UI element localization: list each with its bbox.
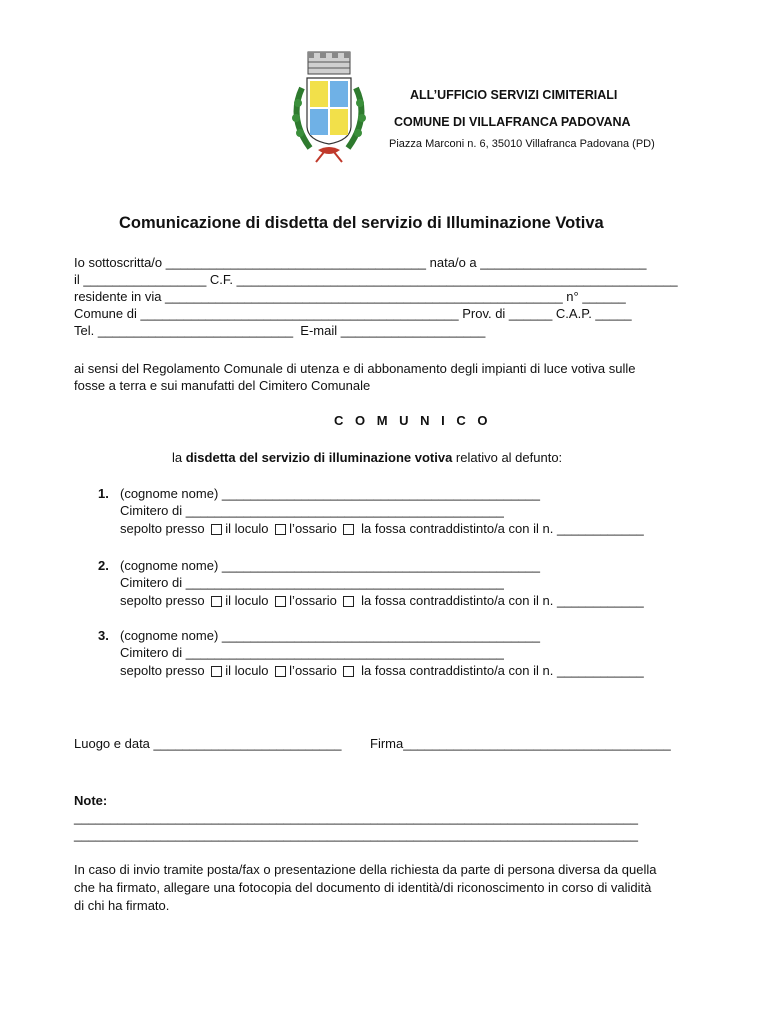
deceased-cemetery-field[interactable]: Cimitero di ____________________________________________ [120,645,504,660]
deceased-cemetery-field[interactable]: Cimitero di ____________________________________________ [120,575,504,590]
signature-field[interactable]: Firma_____________________________________ [370,736,671,751]
applicant-comune-field[interactable]: Comune di ____________________________________________ Prov. di ______ C.A.P. _____ [74,306,632,321]
fossa-checkbox[interactable] [343,666,354,677]
regulation-text-line1: ai sensi del Regolamento Comunale di utenza e di abbonamento degli impianti di luce votiva sulle [74,361,636,376]
ossario-checkbox[interactable] [275,524,286,535]
footer-note-line2: che ha firmato, allegare una fotocopia del documento di identità/di riconoscimento in corso di validità [74,880,652,895]
fossa-checkbox[interactable] [343,524,354,535]
regulation-text-line2: fosse a terra e sui manufatti del Cimitero Comunale [74,378,371,393]
deceased-name-field[interactable]: (cognome nome) ____________________________________________ [120,628,540,643]
applicant-contact-field[interactable]: Tel. ___________________________ E-mail ____________________ [74,323,486,338]
ossario-checkbox[interactable] [275,666,286,677]
notes-line[interactable]: ______________________________________________________________________________ [74,827,638,842]
deceased-name-field[interactable]: (cognome nome) ____________________________________________ [120,486,540,501]
deceased-burial-row: sepolto presso il loculo l’ossario la fossa contraddistinto/a con il n. ____________ [120,593,644,608]
loculo-checkbox[interactable] [211,596,222,607]
footer-note-line3: di chi ha firmato. [74,898,170,913]
deceased-burial-row: sepolto presso il loculo l’ossario la fossa contraddistinto/a con il n. ____________ [120,663,644,678]
applicant-name-field[interactable]: Io sottoscritta/o ____________________________________ nata/o a _______________________ [74,255,647,270]
deceased-number: 1. [98,486,109,501]
place-date-field[interactable]: Luogo e data __________________________ [74,736,342,751]
deceased-number: 3. [98,628,109,643]
page-title: Comunicazione di disdetta del servizio di Illuminazione Votiva [119,214,604,232]
applicant-address-field[interactable]: residente in via _______________________________________________________ n° ______ [74,289,626,304]
notes-line[interactable]: ______________________________________________________________________________ [74,810,638,825]
applicant-birth-cf-field[interactable]: il _________________ C.F. _____________________________________________________________ [74,272,678,287]
municipality-address: Piazza Marconi n. 6, 35010 Villafranca Padovana (PD) [389,138,655,150]
municipality-heading: COMUNE DI VILLAFRANCA PADOVANA [394,115,631,129]
office-heading: ALL’UFFICIO SERVIZI CIMITERIALI [410,88,618,102]
deceased-burial-row: sepolto presso il loculo l’ossario la fossa contraddistinto/a con il n. ____________ [120,521,644,536]
deceased-cemetery-field[interactable]: Cimitero di ____________________________________________ [120,503,504,518]
loculo-checkbox[interactable] [211,524,222,535]
loculo-checkbox[interactable] [211,666,222,677]
comunico-heading: C O M U N I C O [334,413,492,428]
deceased-name-field[interactable]: (cognome nome) ____________________________________________ [120,558,540,573]
deceased-number: 2. [98,558,109,573]
ossario-checkbox[interactable] [275,596,286,607]
statement-text: la disdetta del servizio di illuminazione votiva relativo al defunto: [172,450,563,465]
footer-note-line1: In caso di invio tramite posta/fax o presentazione della richiesta da parte di persona diversa da quella [74,862,657,877]
notes-label: Note: [74,793,108,808]
coat-of-arms-icon [280,48,378,168]
fossa-checkbox[interactable] [343,596,354,607]
